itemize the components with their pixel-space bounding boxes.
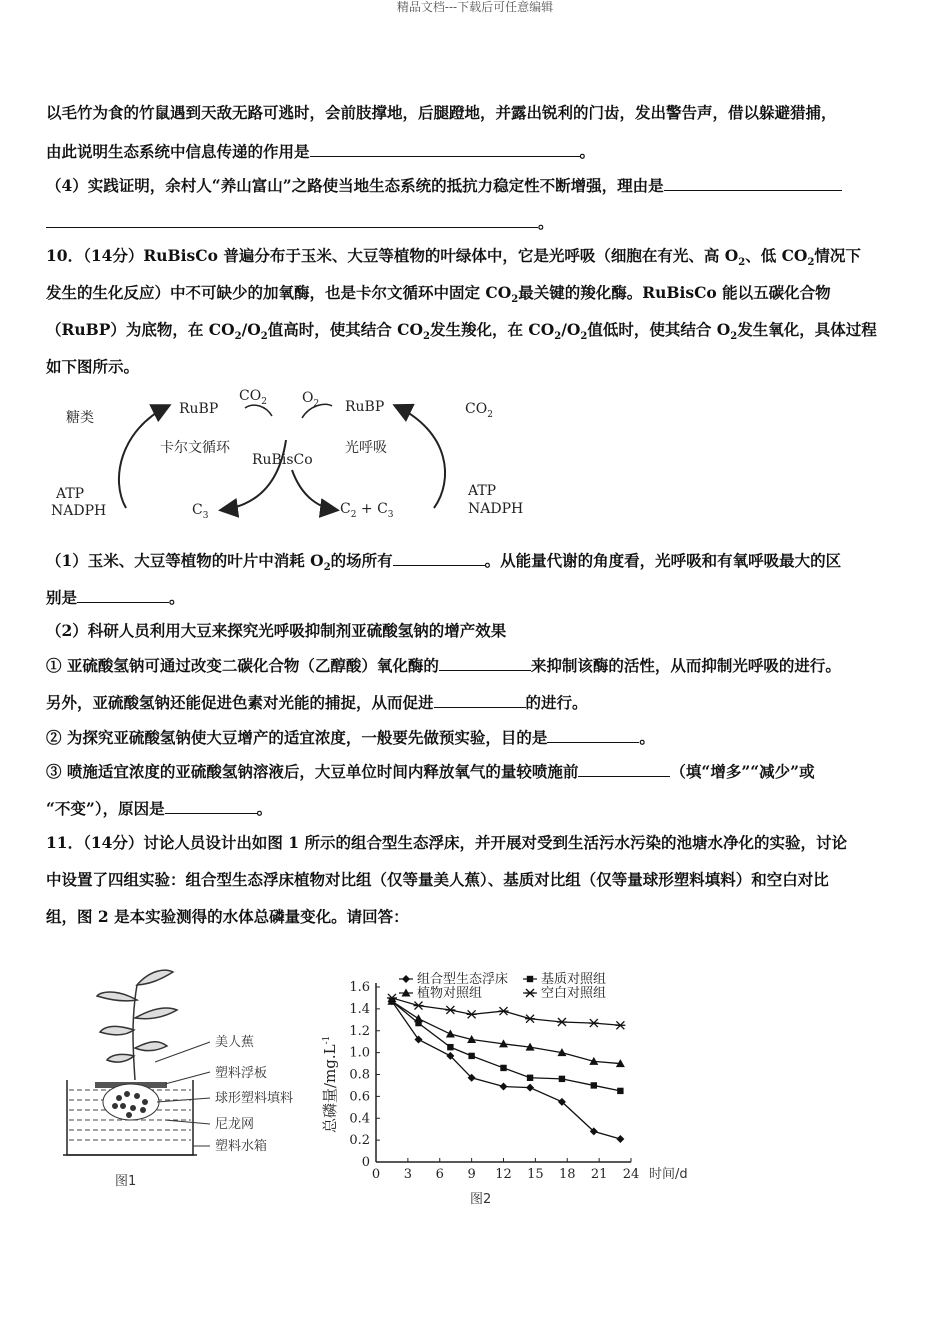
label-nylon-net: 尼龙网 (215, 1117, 255, 1132)
data-point-star (525, 989, 535, 997)
answer-blank[interactable] (439, 656, 531, 671)
text-span: ② 为探究亚硫酸氢钠使大豆增产的适宜浓度，一般要先做预实验，目的是 (46, 728, 548, 747)
atp-left-label: ATP (56, 486, 85, 502)
legend-label: 组合型生态浮床 (417, 972, 509, 987)
text-span: 另外，亚硫酸氢钠还能促进色素对光能的捕捉，从而促进 (46, 693, 434, 712)
y-tick-label: 0.6 (349, 1089, 370, 1105)
co2-top-label (239, 388, 267, 407)
y-axis-label-text: 总磷量/mg.L (321, 1044, 339, 1133)
text-span: 10．（14分）RuBisCo 普遍分布于玉米、大豆等植物的叶绿体中，它是光呼吸（细胞在有光、高 O (46, 246, 739, 265)
text-span: 。从能量代谢的角度看，光呼吸和有氧呼吸最大的区 (484, 551, 842, 570)
data-point-triangle (446, 1030, 455, 1038)
text-line: 11．（14分）讨论人员设计出如图 1 所示的组合型生态浮床，并开展对受到生活污水污染的池塘水净化的实验，讨论 (46, 833, 847, 852)
x-axis-label: 时间/d (649, 1167, 688, 1182)
data-point-diamond (526, 1084, 534, 1092)
subscript: 3 (387, 510, 394, 520)
data-point-star (445, 1006, 455, 1014)
nadph-right-label: NADPH (468, 501, 524, 517)
co2-uptake-curve (245, 405, 272, 416)
photorespiration-label: 光呼吸 (345, 440, 387, 456)
answer-blank[interactable] (664, 176, 842, 191)
data-point-star (414, 1002, 424, 1010)
y-tick-label: 1.0 (349, 1045, 370, 1061)
subscript: 2 (580, 331, 588, 343)
canna-plant (97, 970, 177, 1080)
subscript: 2 (738, 257, 746, 269)
text-span: 别是 (46, 588, 78, 607)
text-span: 、低 CO (745, 246, 808, 265)
y-tick-label: 0.4 (349, 1111, 370, 1127)
co2-text: CO (239, 388, 262, 404)
text-line: 以毛竹为食的竹鼠遇到天敌无路可逃时，会前肢撑地，后腿蹬地，并露出锐利的门齿，发出警告声，借以躲避猎捕， (46, 103, 837, 122)
y-tick-label: 1.4 (349, 1001, 370, 1017)
text-span: （填“增多”“减少”或 (670, 762, 815, 781)
text-span: ③ 喷施适宜浓度的亚硫酸氢钠溶液后，大豆单位时间内释放氧气的量较喷施前 (46, 762, 579, 781)
data-point-diamond (415, 1036, 423, 1044)
label-plastic-tank: 塑料水箱 (215, 1139, 268, 1154)
data-point-diamond (500, 1083, 508, 1091)
answer-blank[interactable] (77, 588, 169, 603)
data-point-square (500, 1065, 506, 1071)
o2-uptake-curve (302, 404, 332, 418)
text-line (46, 142, 906, 161)
text-span: 。 (639, 728, 655, 747)
rubp-left-label: RuBP (179, 401, 219, 417)
text-line: 中设置了四组实验：组合型生态浮床植物对比组（仅等量美人蕉）、基质对比组（仅等量球形塑料填料）和空白对比 (46, 870, 829, 889)
data-point-square (447, 1044, 453, 1050)
text-line: 如下图所示。 (46, 357, 140, 376)
text-span: 来抑制该酶的活性，从而抑制光呼吸的进行。 (530, 656, 841, 675)
text-span: 发生的生化反应）中不可缺少的加氧酶，也是卡尔文循环中固定 CO (46, 283, 512, 302)
text-line (46, 693, 906, 712)
subscript: 2 (313, 399, 320, 409)
answer-blank[interactable] (46, 213, 538, 228)
x-tick-label: 9 (467, 1167, 476, 1182)
data-point-diamond (402, 975, 410, 983)
label-ball-filler: 球形塑料填料 (215, 1091, 294, 1106)
x-tick-label: 12 (495, 1167, 512, 1182)
text-line (46, 551, 906, 577)
subscript: 2 (234, 331, 242, 343)
chart-ticks (349, 980, 639, 1182)
answer-blank[interactable] (578, 762, 670, 777)
c3-left-label (192, 502, 209, 521)
text-span: 。 (579, 142, 596, 161)
text-line: 组，图 2 是本实验测得的水体总磷量变化。请回答： (46, 907, 409, 926)
y-tick-label: 0 (361, 1155, 370, 1170)
text-line (46, 799, 906, 818)
chart-series (387, 994, 625, 1143)
text-line (46, 176, 906, 195)
data-point-square (527, 1075, 533, 1081)
text-span: （RuBP）为底物，在 CO (46, 320, 235, 339)
floating-bed-figure (55, 960, 315, 1195)
answer-blank[interactable] (547, 728, 639, 743)
data-point-star (525, 1015, 535, 1023)
rubisco-cycle-diagram (40, 380, 560, 525)
y-tick-label: 1.2 (349, 1023, 370, 1039)
text-line: （2）科研人员利用大豆来探究光呼吸抑制剂亚硫酸氢钠的增产效果 (46, 621, 507, 640)
text-line (46, 321, 906, 346)
answer-blank[interactable] (310, 142, 580, 157)
x-tick-label: 15 (527, 1167, 544, 1182)
data-point-star (467, 1010, 477, 1018)
text-span: 。 (538, 213, 554, 232)
legend-label: 植物对照组 (417, 986, 483, 1001)
rubp-right-label: RuBP (345, 399, 385, 415)
text-span: （4）实践证明，余村人“养山富山”之路使当地生态系统的抵抗力稳定性不断增强，理由是 (46, 176, 664, 195)
products-label (340, 501, 394, 520)
x-tick-label: 3 (403, 1167, 413, 1182)
data-point-star (615, 1021, 625, 1029)
subscript: 2 (350, 510, 357, 520)
y-tick-label: 0.2 (349, 1133, 370, 1149)
answer-blank[interactable] (434, 693, 526, 708)
co2-text: CO (465, 401, 488, 417)
figure2-caption: 图2 (470, 1192, 492, 1207)
text-span: 最关键的羧化酶。RuBisCo 能以五碳化合物 (518, 283, 831, 302)
text-span: 发生氧化，具体过程 (737, 320, 877, 339)
text-span: /O (561, 320, 581, 339)
y-axis-label-superscript: -1 (322, 1035, 332, 1045)
data-point-star (557, 1018, 567, 1026)
text-span: 情况下 (814, 246, 861, 265)
text-line (46, 284, 906, 309)
text-span: 。 (256, 799, 273, 818)
data-point-square (591, 1082, 597, 1088)
data-point-diamond (616, 1135, 624, 1143)
co2-right-label (465, 401, 493, 420)
answer-blank[interactable] (393, 551, 485, 566)
x-tick-label: 24 (622, 1167, 640, 1182)
y-axis-label (321, 1036, 339, 1133)
text-span: 值高时，使其结合 CO (267, 320, 424, 339)
page-header: 精品文档---下载后可任意编辑 (396, 0, 554, 14)
o2-text: O (302, 390, 314, 406)
photoresp-arrow-up (396, 406, 445, 508)
text-line (46, 213, 906, 232)
data-point-triangle (414, 1014, 423, 1022)
text-span: 由此说明生态系统中信息传递的作用是 (46, 142, 310, 161)
subscript: 2 (487, 410, 493, 420)
chart-legend (399, 971, 606, 1001)
calvin-cycle-label: 卡尔文循环 (160, 440, 230, 456)
label-floating-board: 塑料浮板 (215, 1066, 268, 1081)
data-point-square (468, 1053, 474, 1059)
text-line (46, 656, 906, 675)
legend-label: 基质对照组 (541, 972, 607, 987)
legend-label: 空白对照组 (541, 986, 607, 1001)
text-span: （1）玉米、大豆等植物的叶片中消耗 O (46, 551, 324, 570)
text-span: 值低时，使其结合 O (587, 320, 731, 339)
calvin-arrow-left (119, 406, 168, 508)
y-tick-label: 1.6 (349, 980, 370, 995)
subscript: 2 (511, 294, 519, 306)
text-span: ① 亚硫酸氢钠可通过改变二碳化合物（乙醇酸）氧化酶的 (46, 656, 439, 675)
sugar-label: 糖类 (66, 410, 94, 426)
text-span: 的进行。 (525, 693, 588, 712)
phosphorus-chart (315, 965, 715, 1210)
figure1-caption: 图1 (115, 1174, 137, 1189)
text-span: “不变”），原因是 (46, 799, 165, 818)
subscript: 2 (423, 331, 430, 343)
text-span: 。 (169, 588, 185, 607)
subscript: 2 (261, 397, 267, 407)
chart-axes (376, 983, 631, 1162)
text-span: 发生羧化，在 CO (429, 320, 555, 339)
subscript: 2 (323, 562, 331, 574)
subscript: 2 (730, 331, 738, 343)
data-point-square (559, 1076, 565, 1082)
y-tick-label: 0.8 (349, 1067, 370, 1083)
subscript: 3 (202, 511, 209, 521)
answer-blank[interactable] (165, 799, 257, 814)
subscript: 2 (260, 331, 268, 343)
text-span: 的场所有 (330, 551, 393, 570)
nadph-left-label: NADPH (51, 503, 107, 519)
text-span: /O (241, 320, 261, 339)
c-text: C (192, 502, 203, 518)
subscript: 2 (807, 257, 815, 269)
calvin-arrow-right (222, 440, 286, 510)
text-line (46, 588, 906, 607)
rubisco-label: RuBisCo (252, 452, 313, 468)
atp-right-label: ATP (468, 483, 497, 499)
c-text: C (340, 501, 351, 517)
plus-c-text: + C (356, 501, 388, 517)
x-tick-label: 18 (558, 1167, 576, 1182)
label-canna: 美人蕉 (215, 1035, 255, 1050)
x-tick-label: 6 (435, 1167, 444, 1182)
data-point-star (499, 1007, 509, 1015)
text-line (46, 728, 906, 747)
data-point-square (527, 976, 533, 982)
data-point-square (617, 1088, 623, 1094)
x-tick-label: 21 (590, 1167, 608, 1182)
text-line (46, 762, 906, 781)
data-point-star (589, 1019, 599, 1027)
x-tick-label: 0 (371, 1167, 381, 1182)
subscript: 2 (554, 331, 562, 343)
text-line (46, 247, 906, 272)
photoresp-arrow-down (292, 470, 336, 510)
